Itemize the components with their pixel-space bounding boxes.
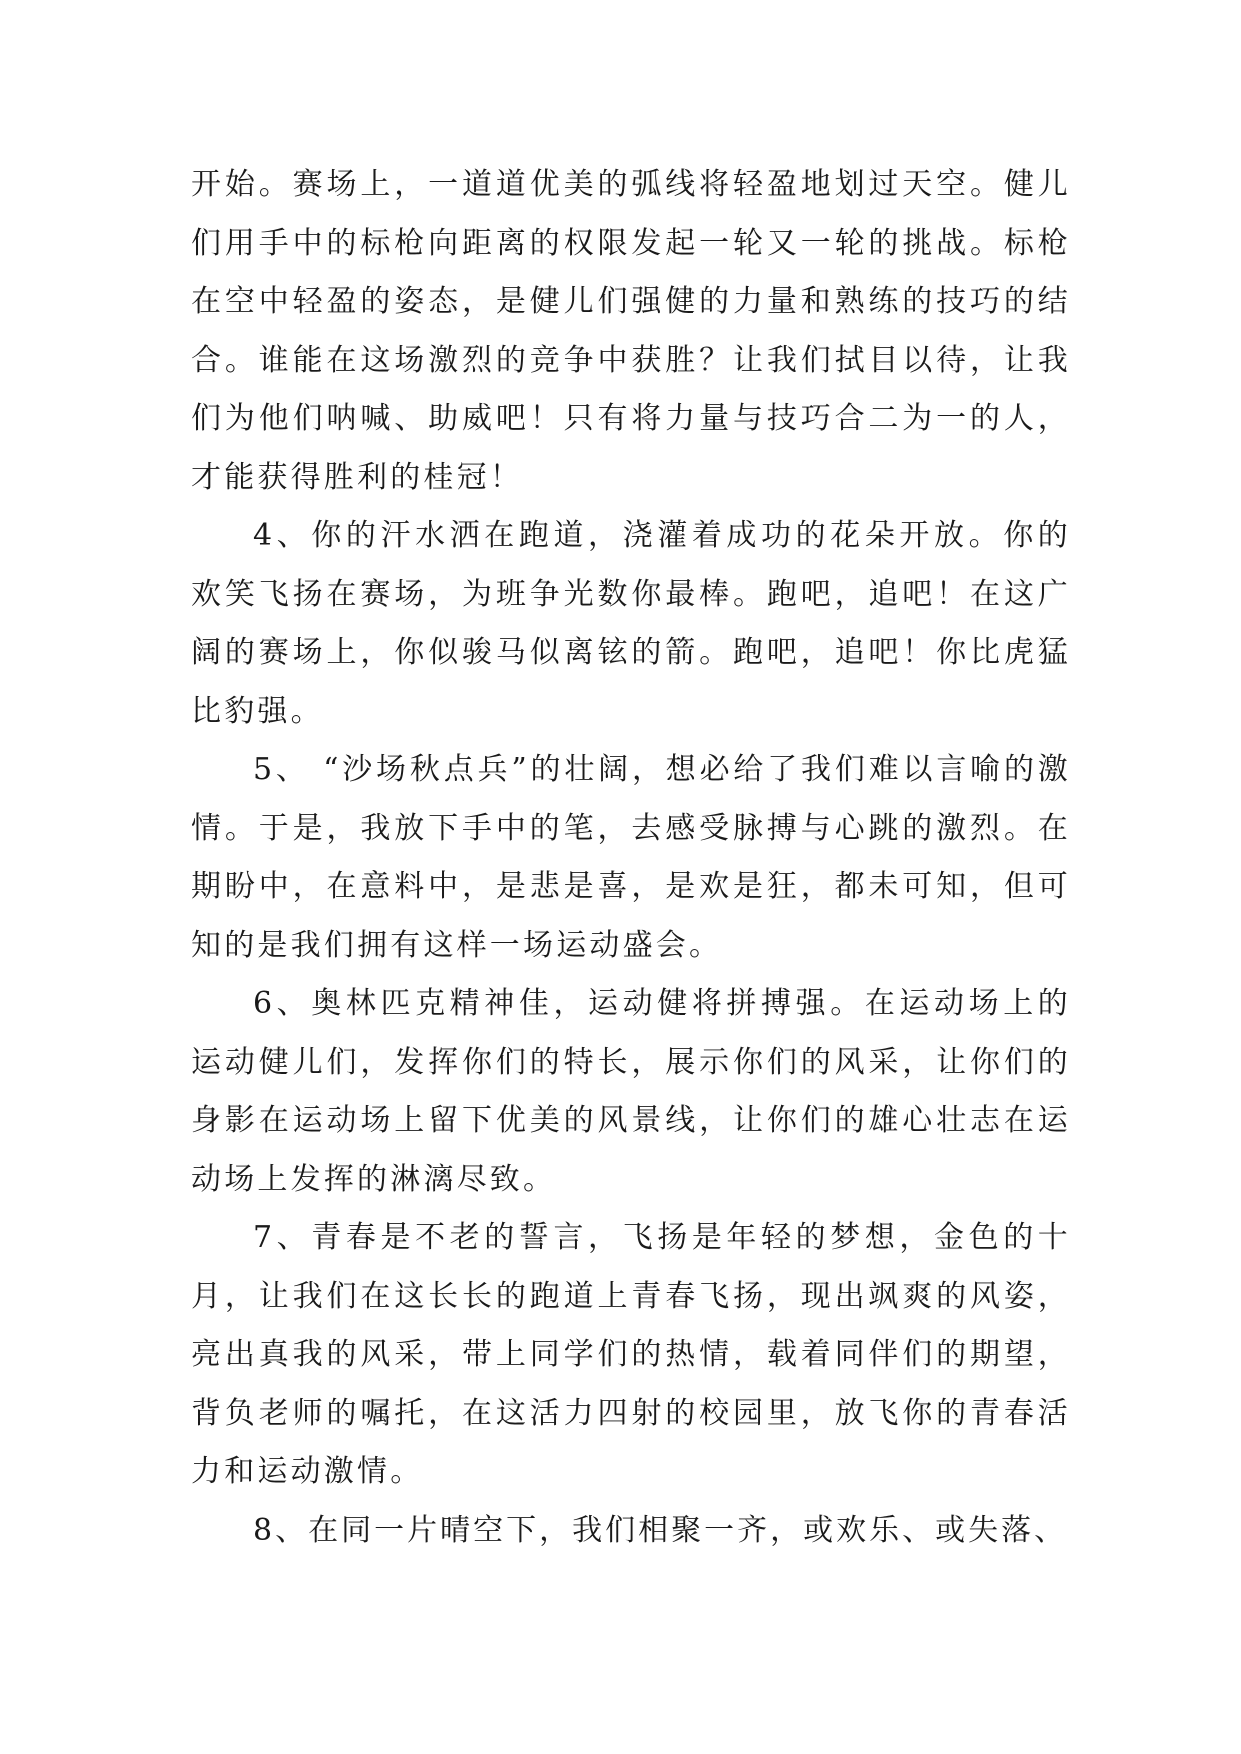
paragraph-4: 4、你的汗水洒在跑道，浇灌着成功的花朵开放。你的欢笑飞扬在赛场，为班争光数你最棒。跑吧，追吧！在这广阔的赛场上，你似骏马似离铉的箭。跑吧，追吧！你比虎猛比豹强。 (191, 518, 1071, 729)
paragraph-7: 7、青春是不老的誓言，飞扬是年轻的梦想，金色的十月，让我们在这长长的跑道上青春飞扬，现出飒爽的风姿，亮出真我的风采，带上同学们的热情，载着同伴们的期望，背负老师的嘱托，在这活力四射的校园里，放飞你的青春活力和运动激情。 (191, 1220, 1071, 1489)
paragraph-6: 6、奥林匹克精神佳，运动健将拼搏强。在运动场上的运动健儿们，发挥你们的特长，展示你们的风采，让你们的身影在运动场上留下优美的风景线，让你们的雄心壮志在运动场上发挥的淋漓尽致。 (191, 986, 1071, 1197)
document-body (191, 156, 1071, 1560)
paragraph-8: 8、在同一片晴空下，我们相聚一齐，或欢乐、或失落、 (253, 1512, 1068, 1548)
paragraph-continued: 开始。赛场上，一道道优美的弧线将轻盈地划过天空。健儿们用手中的标枪向距离的权限发起一轮又一轮的挑战。标枪在空中轻盈的姿态，是健儿们强健的力量和熟练的技巧的结合。谁能在这场激烈的竞争中获胜？让我们拭目以待，让我们为他们呐喊、助威吧！只有将力量与技巧合二为一的人，才能获得胜利的桂冠！ (191, 167, 1071, 495)
paragraph-5: 5、 “沙场秋点兵”的壮阔，想必给了我们难以言喻的激情。于是，我放下手中的笔，去感受脉搏与心跳的激烈。在期盼中，在意料中，是悲是喜，是欢是狂，都未可知，但可知的是我们拥有这样一场运动盛会。 (191, 752, 1071, 963)
